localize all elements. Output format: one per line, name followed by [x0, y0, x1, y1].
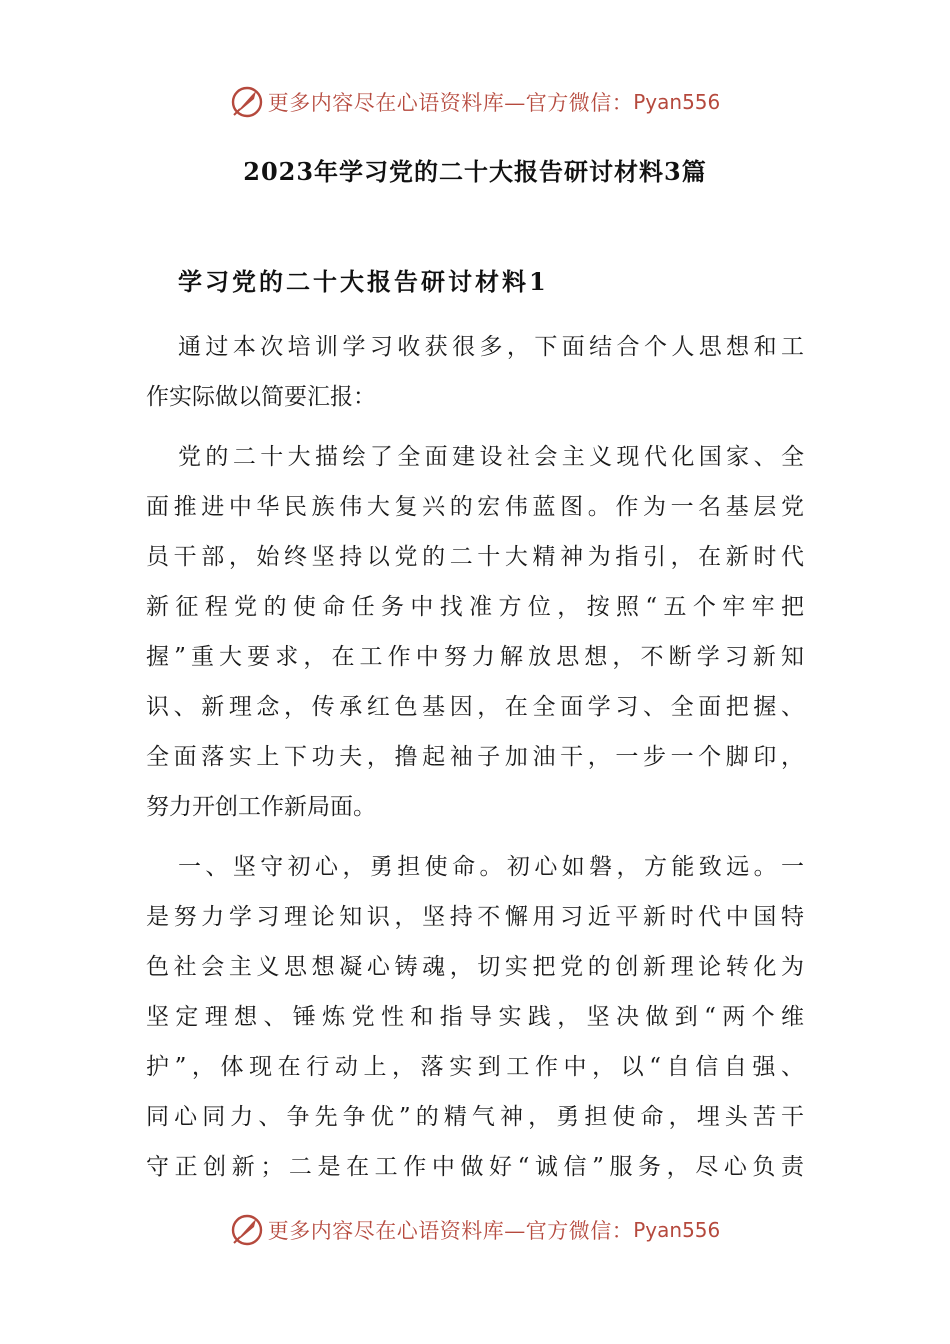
watermark-text: 更多内容尽在心语资料库—官方微信：	[267, 91, 634, 115]
paragraph-2	[146, 432, 804, 832]
paragraph-line: 握”重大要求，在工作中努力解放思想，不断学习新知	[146, 644, 804, 670]
paragraph-line: 坚定理想、锤炼党性和指导实践，坚决做到“两个维	[146, 1004, 804, 1030]
paragraph-1	[146, 322, 804, 422]
paragraph-line: 是努力学习理论知识，坚持不懈用习近平新时代中国特	[146, 904, 804, 930]
paragraph-line: 同心同力、争先争优”的精气神，勇担使命，埋头苦干	[146, 1104, 804, 1130]
section-heading: 学习党的二十大报告研讨材料1	[178, 267, 549, 296]
paragraph-line: 努力开创工作新局面。	[146, 794, 376, 820]
watermark-text: 更多内容尽在心语资料库—官方微信：	[267, 1219, 634, 1243]
paragraph-line: 守正创新；二是在工作中做好“诚信”服务，尽心负责	[146, 1154, 804, 1180]
paragraph-line: 员干部，始终坚持以党的二十大精神为指引，在新时代	[146, 544, 804, 570]
watermark-account: Pyan556	[633, 1218, 721, 1242]
paragraph-line: 护”，体现在行动上，落实到工作中，以“自信自强、	[146, 1054, 804, 1080]
header-watermark-banner	[0, 82, 950, 122]
quill-pen-logo-icon	[230, 1213, 264, 1247]
paragraph-line: 面推进中华民族伟大复兴的宏伟蓝图。作为一名基层党	[146, 494, 804, 520]
footer-watermark-banner	[0, 1210, 950, 1250]
paragraph-line: 党的二十大描绘了全面建设社会主义现代化国家、全	[178, 444, 804, 470]
paragraph-line: 色社会主义思想凝心铸魂，切实把党的创新理论转化为	[146, 954, 804, 980]
watermark-account: Pyan556	[633, 90, 721, 114]
paragraph-line: 识、新理念，传承红色基因，在全面学习、全面把握、	[146, 694, 804, 720]
paragraph-line: 作实际做以简要汇报：	[146, 384, 376, 410]
paragraph-line: 通过本次培训学习收获很多，下面结合个人思想和工	[178, 334, 804, 360]
paragraph-line: 全面落实上下功夫，撸起袖子加油干，一步一个脚印，	[146, 744, 804, 770]
quill-pen-logo-icon	[230, 85, 264, 119]
document-title: 2023年学习党的二十大报告研讨材料3篇	[243, 157, 707, 186]
paragraph-3	[146, 842, 804, 1192]
paragraph-line: 一、坚守初心，勇担使命。初心如磐，方能致远。一	[178, 854, 804, 880]
paragraph-line: 新征程党的使命任务中找准方位，按照“五个牢牢把	[146, 594, 804, 620]
